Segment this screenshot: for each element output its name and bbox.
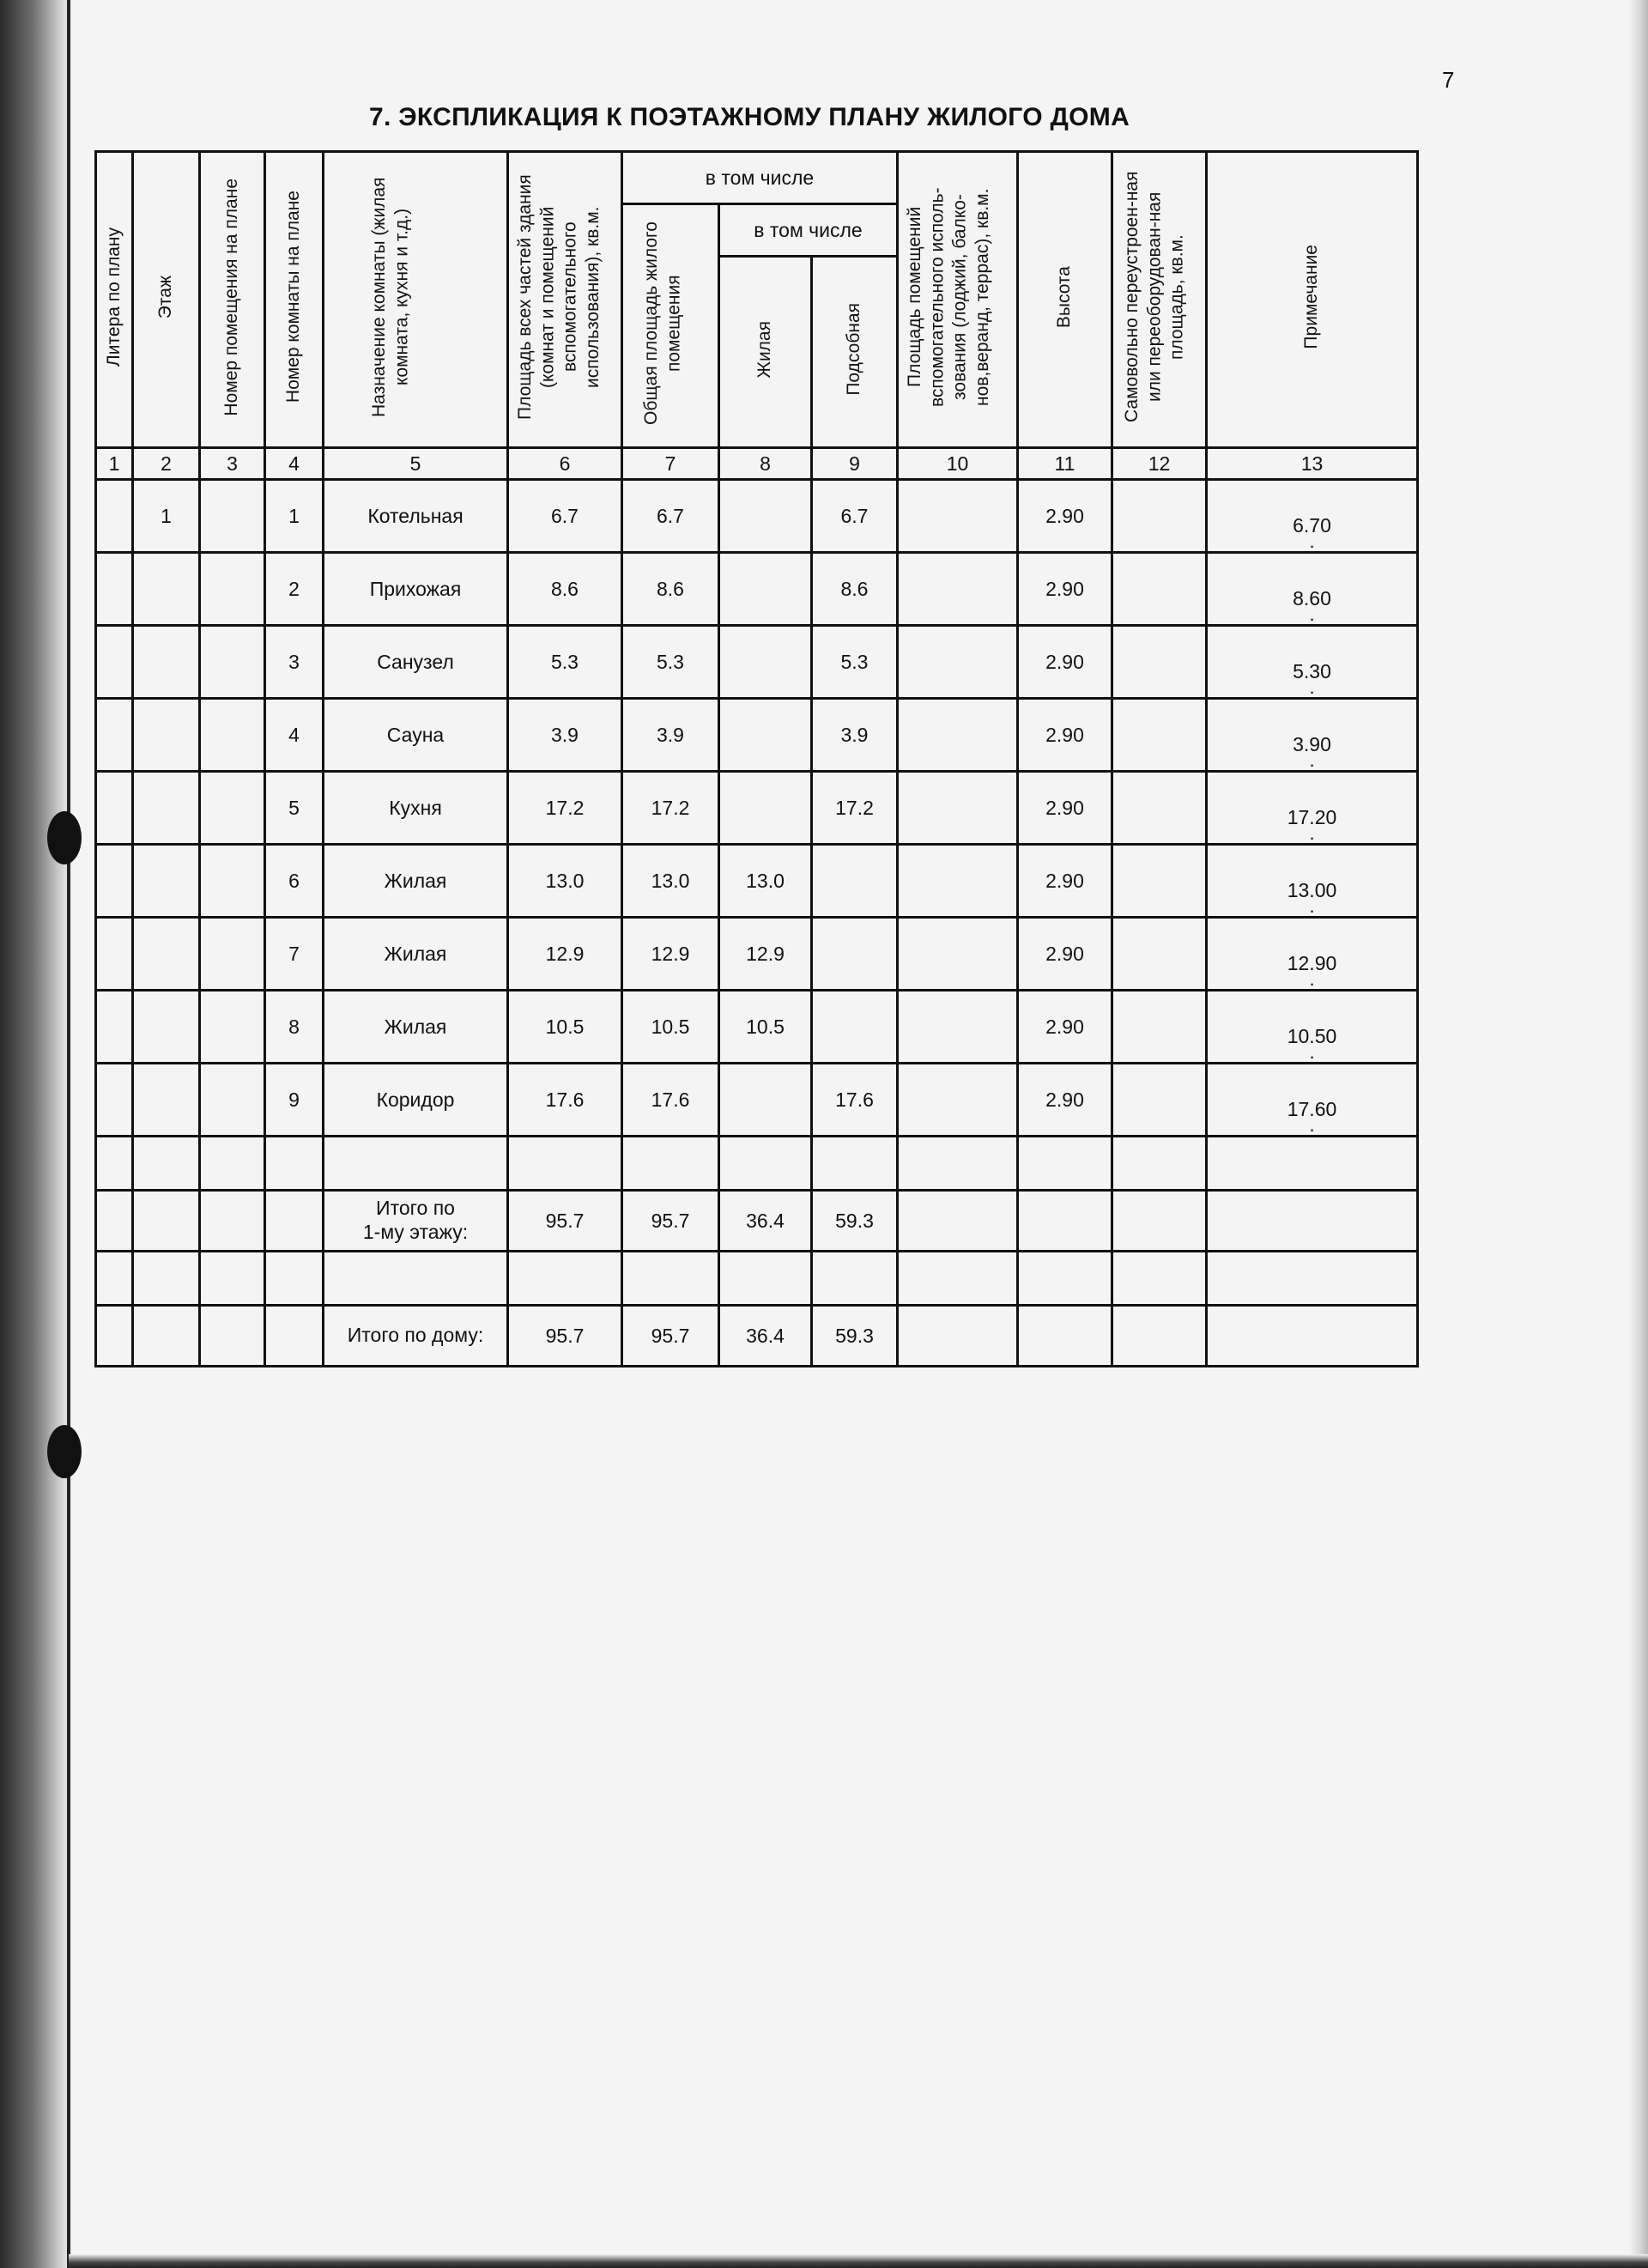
cell-note: 6.70 . (1207, 480, 1418, 553)
col-number: 1 (96, 448, 133, 480)
cell-living (719, 480, 812, 553)
cell-floor: 1 (133, 480, 200, 553)
cell-height: 2.90 (1018, 772, 1112, 845)
empty-row (96, 1137, 1418, 1191)
cell-total: 10.5 (508, 991, 622, 1064)
header-aux-area: Площадь помещений вспомогательного исполь-зования (лоджий, балко-нов,веранд, террас), кв.м. (898, 152, 1018, 448)
col-number: 7 (622, 448, 719, 480)
cell-living (719, 1064, 812, 1137)
col-number: 5 (324, 448, 508, 480)
total-floor-row (96, 1191, 1418, 1252)
cell-total: 12.9 (508, 918, 622, 991)
cell-purpose: Жилая (324, 845, 508, 918)
header-unauthorized-area: Самовольно переустроен-ная или переоборудован-ная площадь, кв.м. (1112, 152, 1207, 448)
cell-total: 6.7 (508, 480, 622, 553)
total-floor-general: 95.7 (622, 1191, 719, 1252)
col-number: 6 (508, 448, 622, 480)
header-auxiliary: Подсобная (812, 257, 898, 448)
header-premise-number: Номер помещения на плане (200, 152, 265, 448)
cell-total: 13.0 (508, 845, 622, 918)
total-house-aux: 59.3 (812, 1306, 898, 1367)
cell-living (719, 553, 812, 626)
cell-purpose: Жилая (324, 918, 508, 991)
cell-total: 8.6 (508, 553, 622, 626)
cell-purpose: Санузел (324, 626, 508, 699)
cell-height: 2.90 (1018, 480, 1112, 553)
cell-height: 2.90 (1018, 991, 1112, 1064)
cell-floor (133, 991, 200, 1064)
binder-hole-top (47, 811, 82, 864)
cell-note: 12.90 . (1207, 918, 1418, 991)
cell-aux (812, 991, 898, 1064)
cell-total: 5.3 (508, 626, 622, 699)
cell-general: 6.7 (622, 480, 719, 553)
col-number: 12 (1112, 448, 1207, 480)
cell-purpose: Котельная (324, 480, 508, 553)
total-floor-living: 36.4 (719, 1191, 812, 1252)
cell-floor (133, 699, 200, 772)
table-row (96, 845, 1418, 918)
cell-general: 3.9 (622, 699, 719, 772)
col-number: 3 (200, 448, 265, 480)
document-title: 7. ЭКСПЛИКАЦИЯ К ПОЭТАЖНОМУ ПЛАНУ ЖИЛОГО ДОМА (369, 103, 1130, 131)
cell-floor (133, 553, 200, 626)
cell-general: 10.5 (622, 991, 719, 1064)
cell-aux: 8.6 (812, 553, 898, 626)
binder-hole-bottom (47, 1425, 82, 1478)
cell-purpose: Прихожая (324, 553, 508, 626)
table-row (96, 918, 1418, 991)
cell-living: 13.0 (719, 845, 812, 918)
explication-table (94, 150, 1419, 1367)
cell-room: 9 (265, 1064, 324, 1137)
table-row (96, 699, 1418, 772)
header-note: Примечание (1207, 152, 1418, 448)
cell-total: 3.9 (508, 699, 622, 772)
cell-room: 4 (265, 699, 324, 772)
total-floor-label: Итого по 1-му этажу: (324, 1191, 508, 1252)
cell-purpose: Жилая (324, 991, 508, 1064)
total-floor-aux: 59.3 (812, 1191, 898, 1252)
cell-purpose: Сауна (324, 699, 508, 772)
cell-room: 3 (265, 626, 324, 699)
cell-purpose: Коридор (324, 1064, 508, 1137)
page-number: 7 (1442, 67, 1455, 93)
total-house-label: Итого по дому: (324, 1306, 508, 1367)
cell-general: 8.6 (622, 553, 719, 626)
page-edge (67, 0, 70, 2268)
header-total-area: Площадь всех частей здания (комнат и помещений вспомогательного использования), кв.м. (508, 152, 622, 448)
cell-total: 17.6 (508, 1064, 622, 1137)
table-row (96, 1064, 1418, 1137)
cell-room: 6 (265, 845, 324, 918)
header-room-number: Номер комнаты на плане (265, 152, 324, 448)
cell-floor (133, 845, 200, 918)
cell-living: 12.9 (719, 918, 812, 991)
cell-floor (133, 772, 200, 845)
table-row (96, 626, 1418, 699)
cell-aux: 3.9 (812, 699, 898, 772)
right-page-edge (1629, 0, 1648, 2268)
cell-note: 17.60 . (1207, 1064, 1418, 1137)
cell-aux (812, 918, 898, 991)
cell-height: 2.90 (1018, 553, 1112, 626)
total-floor-area: 95.7 (508, 1191, 622, 1252)
header-including-subgroup: в том числе (719, 204, 898, 257)
cell-room: 7 (265, 918, 324, 991)
col-number: 10 (898, 448, 1018, 480)
cell-living (719, 772, 812, 845)
cell-general: 12.9 (622, 918, 719, 991)
cell-note: 10.50 . (1207, 991, 1418, 1064)
cell-aux: 5.3 (812, 626, 898, 699)
total-house-living: 36.4 (719, 1306, 812, 1367)
col-number: 8 (719, 448, 812, 480)
cell-total: 17.2 (508, 772, 622, 845)
cell-general: 13.0 (622, 845, 719, 918)
header-room-purpose: Назначение комнаты (жилая комната, кухня и т.д.) (324, 152, 508, 448)
cell-aux (812, 845, 898, 918)
cell-note: 17.20 . (1207, 772, 1418, 845)
cell-purpose: Кухня (324, 772, 508, 845)
total-house-area: 95.7 (508, 1306, 622, 1367)
header-living: Жилая (719, 257, 812, 448)
cell-general: 5.3 (622, 626, 719, 699)
col-number: 11 (1018, 448, 1112, 480)
cell-room: 5 (265, 772, 324, 845)
cell-living (719, 699, 812, 772)
cell-note: 8.60 . (1207, 553, 1418, 626)
cell-note: 5.30 . (1207, 626, 1418, 699)
cell-room: 2 (265, 553, 324, 626)
col-number: 9 (812, 448, 898, 480)
binding-shadow (0, 0, 73, 2268)
total-house-row (96, 1306, 1418, 1367)
header-including-group: в том числе (622, 152, 898, 204)
cell-height: 2.90 (1018, 626, 1112, 699)
cell-floor (133, 918, 200, 991)
cell-note: 3.90 . (1207, 699, 1418, 772)
header-floor: Этаж (133, 152, 200, 448)
table-row (96, 772, 1418, 845)
empty-row (96, 1252, 1418, 1306)
total-house-general: 95.7 (622, 1306, 719, 1367)
cell-floor (133, 626, 200, 699)
cell-room: 8 (265, 991, 324, 1064)
bottom-page-edge (69, 2254, 1648, 2268)
column-numbers-row (96, 448, 1418, 480)
cell-living (719, 626, 812, 699)
cell-room: 1 (265, 480, 324, 553)
header-litera: Литера по плану (96, 152, 133, 448)
table-row (96, 991, 1418, 1064)
cell-height: 2.90 (1018, 918, 1112, 991)
cell-living: 10.5 (719, 991, 812, 1064)
col-number: 4 (265, 448, 324, 480)
table-row (96, 553, 1418, 626)
cell-height: 2.90 (1018, 699, 1112, 772)
col-number: 13 (1207, 448, 1418, 480)
cell-general: 17.2 (622, 772, 719, 845)
cell-height: 2.90 (1018, 845, 1112, 918)
cell-height: 2.90 (1018, 1064, 1112, 1137)
cell-general: 17.6 (622, 1064, 719, 1137)
cell-aux: 17.6 (812, 1064, 898, 1137)
table-row (96, 480, 1418, 553)
cell-aux: 17.2 (812, 772, 898, 845)
header-general-area: Общая площадь жилого помещения (622, 204, 719, 448)
header-height: Высота (1018, 152, 1112, 448)
col-number: 2 (133, 448, 200, 480)
cell-aux: 6.7 (812, 480, 898, 553)
header-row (96, 152, 1418, 204)
cell-note: 13.00 . (1207, 845, 1418, 918)
cell-floor (133, 1064, 200, 1137)
